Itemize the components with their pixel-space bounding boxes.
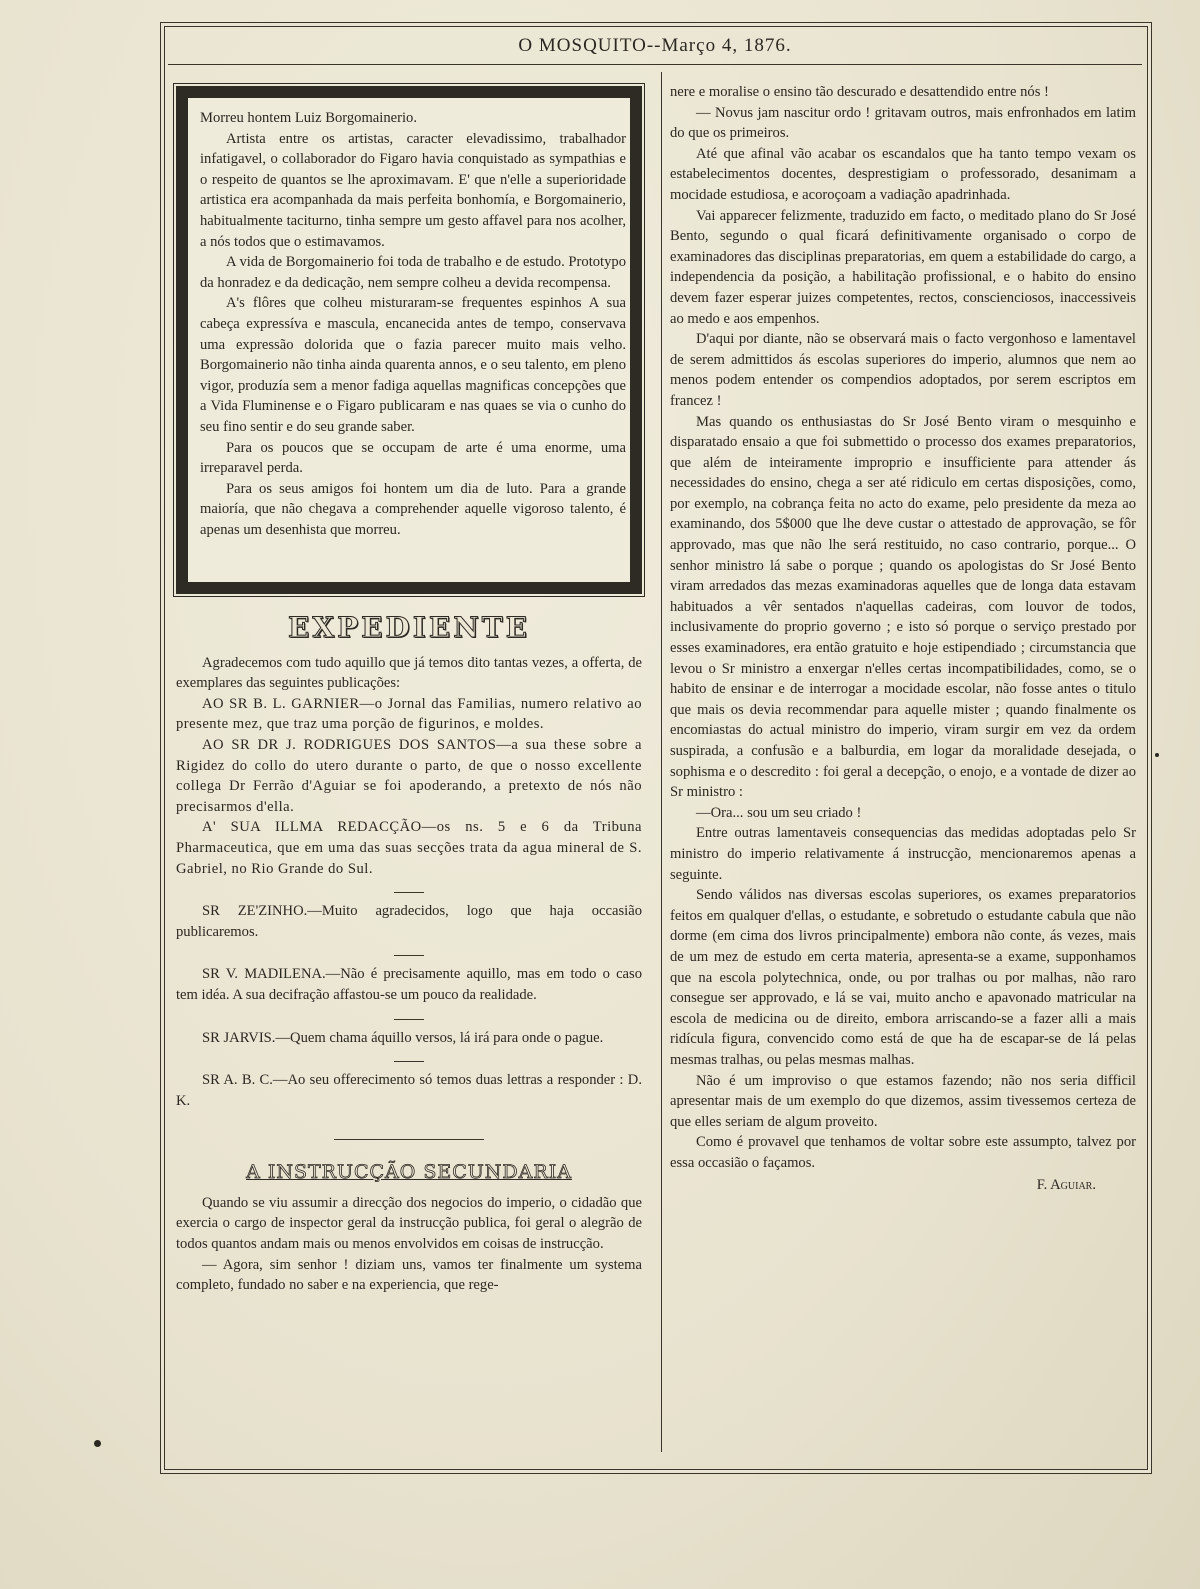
reply-paragraph: SR V. MADILENA.—Não é precisamente aquillo, mas em todo o caso tem idéa. A sua decifração affastou-se um pouco da realidade. — [176, 966, 642, 1003]
article-paragraph: nere e moralise o ensino tão descurado e desattendido entre nós ! — [670, 84, 1049, 100]
obituary-paragraph: Para os poucos que se occupam de arte é uma enorme, uma irreparavel perda. — [200, 439, 626, 477]
signature: F. Aguiar. — [1036, 1177, 1096, 1194]
obituary-paragraph: A's flôres que colheu misturaram-se frequentes espinhos A sua cabeça expressíva e mascula, encanecida antes de tempo, conservava uma expressão dolorida que o fazia parecer muito mais velho. Borgomainerio não tinha ainda quarenta annos, e o seu talento, em pleno vigor, produzía sem a menor fadiga aquellas magnificas concepções que a Vida Fluminense e o Figaro publicaram e nas quaes se via o cunho do seu fino sentir e do seu grande saber. — [200, 295, 626, 435]
article-paragraph: Vai apparecer felizmente, traduzido em facto, o meditado plano do Sr José Bento, segundo o qual ficará definitivamente organisado o corpo de examinadores das disciplinas preparatorias, em quem a estabilidade do cargo, a independencia da posição, a habilitação profissional, e o habito do ensino devem fazer esperar juizes competentes, rectos, conscienciosos, inaccessiveis ao medo e aos empenhos. — [670, 207, 1136, 327]
article-paragraph: — Novus jam nascitur ordo ! gritavam outros, mais enfronhados em latim do que os primeiros. — [670, 104, 1136, 142]
article-paragraph: Não é um improviso o que estamos fazendo; não nos seria difficil apresentar mais de um exemplo do que dizemos, assim tivessemos certeza de que elles seriam de algum proveito. — [670, 1072, 1136, 1130]
column-divider — [661, 72, 662, 1452]
separator — [176, 882, 642, 896]
expediente-paragraph: Agradecemos com tudo aquillo que já temos dito tantas vezes, a offerta, de exemplares das seguintes publicações: — [176, 654, 642, 692]
article-paragraph: — Agora, sim senhor ! diziam uns, vamos ter finalmente um systema completo, fundado no saber e na experiencia, que rege- — [176, 1256, 642, 1294]
obituary-paragraph: A vida de Borgomainerio foi toda de trabalho e de estudo. Prototypo da honradez e da dedicação, nem sempre colheu a devida recompensa. — [200, 254, 626, 291]
separator — [176, 1051, 642, 1065]
ink-spot — [1155, 753, 1159, 757]
expediente-heading: EXPEDIENTE — [288, 611, 530, 644]
reply-paragraph: SR JARVIS.—Quem chama áquillo versos, lá irá para onde o pague. — [202, 1029, 604, 1046]
article-paragraph: Até que afinal vão acabar os escandalos que ha tanto tempo vexam os estabelecimentos docentes, desprestigiam o professorado, desanimam a mocidade estudiosa, e acoroçoam a vadiação apadrinhada. — [670, 145, 1136, 203]
right-column — [670, 82, 1136, 1196]
obituary-paragraph: Artista entre os artistas, caracter elevadissimo, trabalhador infatigavel, o collaborador do Figaro havia conquistado as sympathias e o respeito de quantos se lhe aproximavam. E' que n'elle a superioridade artistica era acompanhada da mais perfeita bonhomía, e Borgomainerio, habitualmente taciturno, tinha sempre um gesto affavel para nos acolher, a nós todos que o estimavamos. — [200, 130, 626, 250]
expediente-paragraph: A' SUA ILLMA REDACÇÃO—os ns. 5 e 6 da Tribuna Pharmaceutica, que em uma das suas secções trata da agua mineral de S. Gabriel, no Rio Grande do Sul. — [176, 819, 642, 877]
obituary-paragraph: Morreu hontem Luiz Borgomainerio. — [200, 110, 417, 126]
article-paragraph: —Ora... sou um seu criado ! — [696, 804, 862, 821]
obituary-paragraph: Para os seus amigos foi hontem um dia de luto. Para a grande maioría, que não chegava a comprehender aquelle vigoroso talento, é apenas um desenhista que morreu. — [200, 480, 626, 538]
article-paragraph: Sendo válidos nas diversas escolas superiores, os exames preparatorios feitos em qualquer d'ellas, o estudante, e sobretudo o estudante cabula que não dorme (em cima dos livros principalmente) embora não conte, ás vezes, mais de um mez de estudo em certa materia, apresenta-se a exame, supponhamos que na escola polytechnica, onde, ou por tralhas ou por malhas, não raro consegue ser approvado, e lá se vai, muito ancho e apavonado matricular na escola de medicina ou de direito, embora arriscando-se a fazer alli a mais ridícula figura, convencido como está de que ha de escapar-se de lá pelas mesmas tralhas, ou pelas mesmas malhas. — [670, 887, 1136, 1068]
article-paragraph: Quando se viu assumir a direcção dos negocios do imperio, o cidadão que exercia o cargo de inspector geral da instrucção publica, foi geral o alegrão de todos quantos andam mais ou menos envolvidos em coisas de instrucção. — [176, 1194, 642, 1253]
article-paragraph: D'aqui por diante, não se observará mais o facto vergonhoso e lamentavel de serem admittidos ás escolas superiores do imperio, alumnos que nem ao menos podem entender os compendios adoptados, por serem escriptos em francez ! — [670, 331, 1136, 409]
left-column — [176, 86, 642, 1296]
reply-paragraph: SR A. B. C.—Ao seu offerecimento só temos duas lettras a responder : D. K. — [176, 1072, 642, 1109]
article-paragraph: Mas quando os enthusiastas do Sr José Bento viram o mesquinho e disparatado ensaio a que foi submettido o processo dos exames preparatorios, que além de inteiramente improprio e insufficiente para attender ás necessidades do ensino, chega a ser até ridiculo em certas disposições, como, por exemplo, na cobrança feita no acto do exame, pelo presidente da meza ao examinando, dos 5$000 que lhe deve custar o attestado de approvação, se fôr approvado, mas que não lhe será restituido, no caso contrario, porque... O senhor ministro lá sabe o porque ; quando os apologistas do Sr José Bento viram arredados das mezas examinadoras aquelles que de longa data estavam habituados a vêr sentados n'aquellas cadeiras, com louvor de todos, inclusivamente do proprio governo ; e isto só porque o serviço prestado por esses examinadores, era então gratuito e hoje estipendiado ; circumstancia que levou o Sr ministro a enxergar n'elles certas incompatibilidades, como, se o habito de ensinar e de interrogar a mocidade escolar, não fosse antes o titulo que mais os devia recommendar para aquelle mister ; quando finalmente os encomiastas do actual ministro do imperio, viram surgir em vez da ordem suspirada, a confusão e a balburdia, em logar da moralidade desejada, o sophisma e o descredito : foi geral a decepção, o enojo, e a vontade de dizer ao Sr ministro : — [670, 413, 1136, 801]
ink-spot — [94, 1440, 101, 1447]
separator — [176, 1009, 642, 1023]
obituary-box — [176, 86, 642, 594]
article-paragraph: Como é provavel que tenhamos de voltar sobre este assumpto, talvez por essa occasião o façamos. — [670, 1134, 1136, 1171]
article-paragraph: Entre outras lamentaveis consequencias das medidas adoptadas pelo Sr ministro do imperio relativamente á instrucção, mencionaremos apenas a seguinte. — [670, 825, 1136, 883]
expediente-paragraph: AO SR DR J. RODRIGUES DOS SANTOS—a sua these sobre a Rigidez do collo do utero durante o parto, de que o nosso excellente collega Dr Ferrão d'Aguiar se foi apoderando, a pretexto de nós não precisarmos d'ella. — [176, 736, 642, 815]
masthead: O MOSQUITO--Março 4, 1876. — [168, 28, 1142, 65]
reply-paragraph: SR ZE'ZINHO.—Muito agradecidos, logo que haja occasião publicaremos. — [176, 903, 642, 940]
expediente-paragraph: AO SR B. L. GARNIER—o Jornal das Familias, numero relativo ao presente mez, que traz uma porção de figurinos, e moldes. — [176, 695, 642, 733]
separator — [176, 945, 642, 959]
article-title: A INSTRUCÇÃO SECUNDARIA — [246, 1161, 572, 1184]
section-divider — [334, 1139, 484, 1140]
